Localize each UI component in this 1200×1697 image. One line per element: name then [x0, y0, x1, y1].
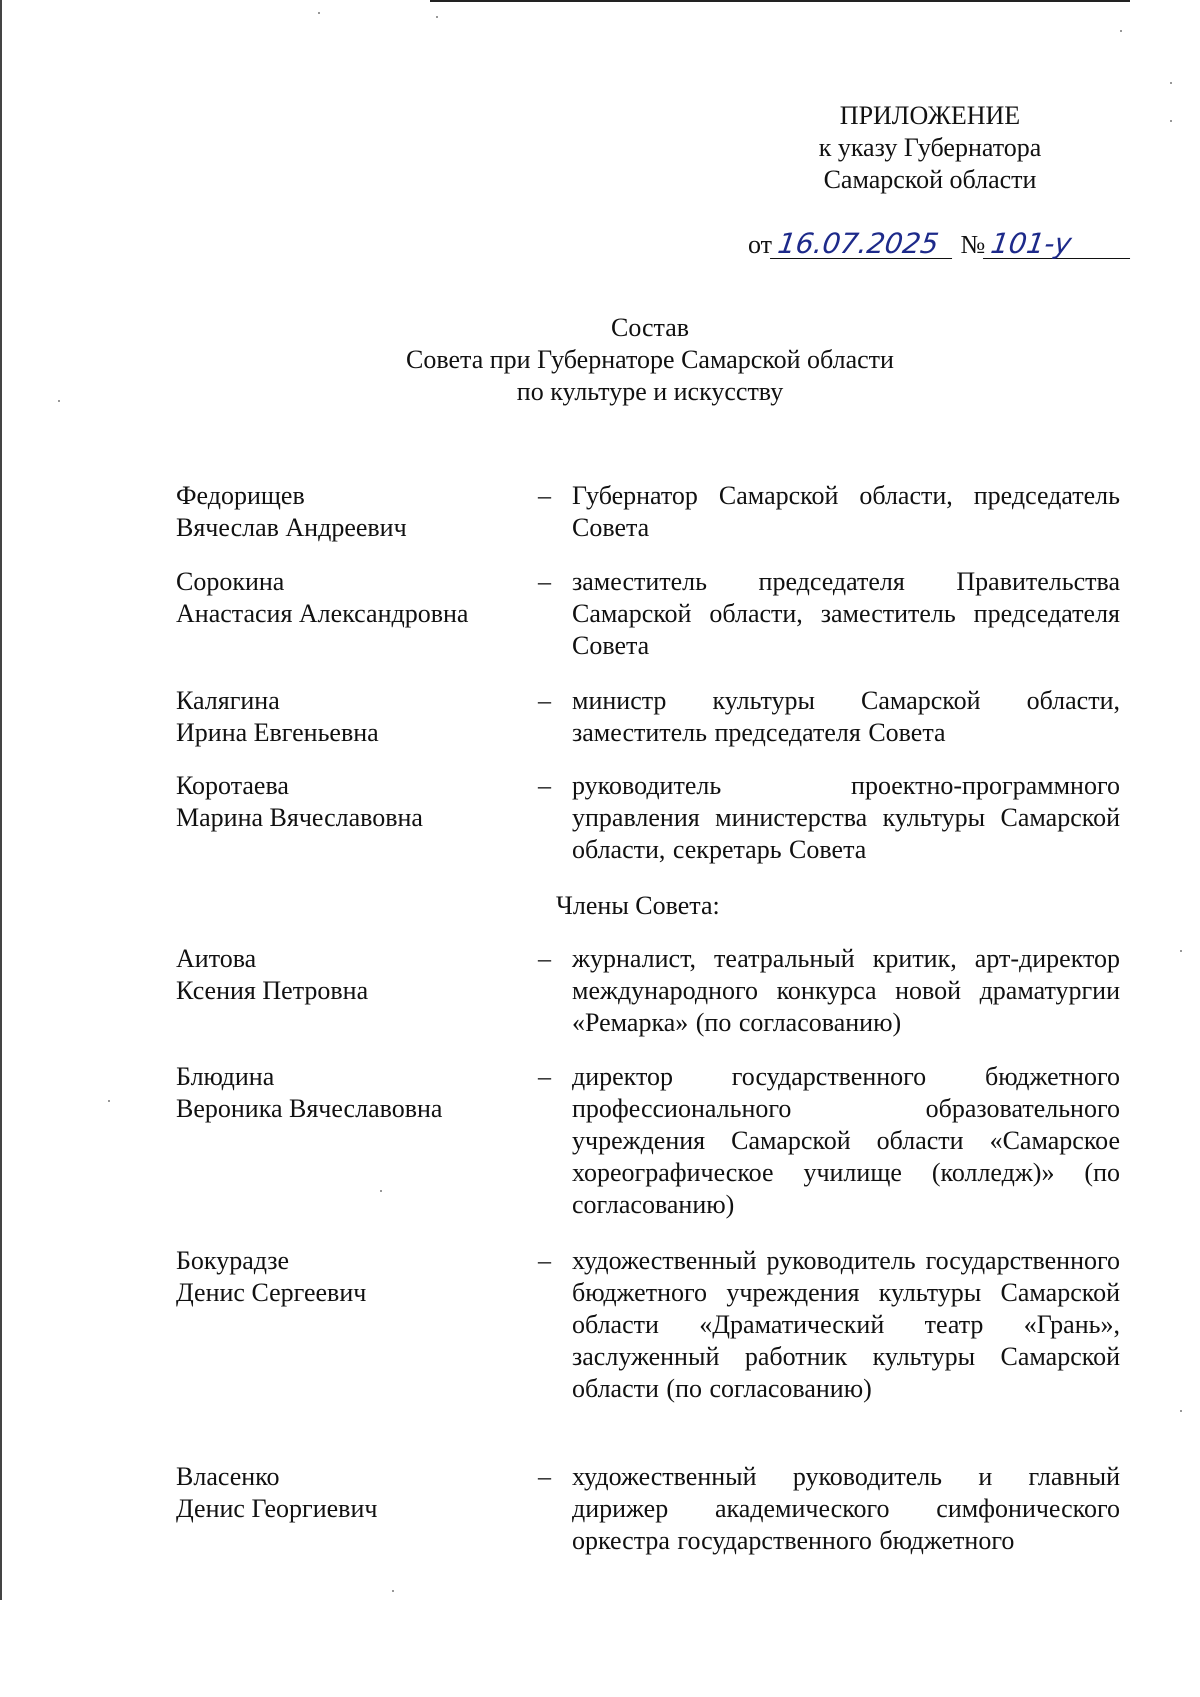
heading-line-2: Совета при Губернаторе Самарской области — [406, 345, 894, 374]
scan-speck — [318, 12, 320, 14]
member-given-names: Анастасия Александровна — [176, 599, 469, 628]
scan-speck — [1180, 950, 1182, 952]
member-given-names: Денис Георгиевич — [176, 1494, 378, 1523]
member-role: заместитель председателя Правительства Самарской области, заместитель председателя Совета — [572, 567, 1120, 660]
dash-separator: – — [538, 1062, 551, 1091]
member-given-names: Ксения Петровна — [176, 976, 369, 1005]
scan-speck — [1180, 1410, 1182, 1412]
appendix-block — [780, 100, 1080, 196]
member-role: директор государственного бюджетного профессионального образовательного учреждения Самарской области «Самарское хореографическое училище (колледж)» (по согласованию) — [572, 1062, 1120, 1219]
heading-line-3: по культуре и искусству — [516, 377, 784, 406]
dash-separator: – — [538, 1462, 551, 1491]
scan-speck — [58, 400, 60, 402]
member-name — [176, 1245, 506, 1309]
decree-date-number — [748, 227, 1132, 260]
member-surname: Аитова — [176, 944, 257, 973]
member-surname: Бокурадзе — [176, 1246, 290, 1275]
dash-separator: – — [538, 686, 551, 715]
decree-number-label: № — [960, 230, 986, 259]
member-given-names: Вероника Вячеславовна — [176, 1094, 443, 1123]
member-surname: Коротаева — [176, 771, 289, 800]
member-name — [176, 1061, 506, 1125]
member-name — [176, 566, 506, 630]
member-name — [176, 770, 506, 834]
scan-speck — [392, 1590, 394, 1592]
dash-separator: – — [538, 944, 551, 973]
member-name — [176, 1461, 506, 1525]
member-surname: Блюдина — [176, 1062, 275, 1091]
dash-separator: – — [538, 567, 551, 596]
member-given-names: Ирина Евгеньевна — [176, 718, 379, 747]
member-role: журналист, театральный критик, арт-директор международного конкурса новой драматургии «Ремарка» (по согласованию) — [572, 944, 1120, 1037]
dash-separator: – — [538, 1246, 551, 1275]
member-surname: Федорищев — [176, 481, 305, 510]
decree-from-label: от — [748, 230, 773, 259]
member-name — [176, 480, 506, 544]
member-role: Губернатор Самарской области, председатель Совета — [572, 481, 1120, 542]
members-heading: Члены Совета: — [556, 891, 720, 920]
member-surname: Власенко — [176, 1462, 280, 1491]
member-given-names: Денис Сергеевич — [176, 1278, 367, 1307]
scan-speck — [1120, 30, 1122, 32]
member-name — [176, 943, 506, 1007]
scan-speck — [1170, 120, 1172, 122]
dash-separator: – — [538, 481, 551, 510]
scan-speck — [1170, 82, 1172, 84]
scan-top-edge — [430, 0, 1130, 2]
member-role: художественный руководитель и главный дирижер академического симфонического оркестра государственного бюджетного — [572, 1462, 1120, 1555]
member-given-names: Марина Вячеславовна — [176, 803, 423, 832]
scan-speck — [108, 1100, 110, 1102]
appendix-line-region: Самарской области — [823, 165, 1037, 194]
scan-speck — [380, 1190, 382, 1192]
decree-number-handwritten: 101-у — [983, 230, 1134, 259]
scan-left-edge — [0, 0, 2, 1600]
member-name — [176, 685, 506, 749]
member-role: художественный руководитель государственного бюджетного учреждения культуры Самарской области «Драматический театр «Грань», заслуженный работник культуры Самарской области (по согласованию) — [572, 1246, 1120, 1403]
decree-date-handwritten: 16.07.2025 — [770, 230, 956, 259]
heading-line-1: Состав — [610, 313, 690, 342]
member-surname: Калягина — [176, 686, 280, 715]
document-heading — [300, 312, 1000, 408]
member-role: министр культуры Самарской области, заместитель председателя Совета — [572, 686, 1120, 747]
member-given-names: Вячеслав Андреевич — [176, 513, 407, 542]
appendix-line-decree: к указу Губернатора — [818, 133, 1042, 162]
member-surname: Сорокина — [176, 567, 285, 596]
dash-separator: – — [538, 771, 551, 800]
appendix-title: ПРИЛОЖЕНИЕ — [839, 101, 1021, 130]
member-role: руководитель проектно-программного управления министерства культуры Самарской области, секретарь Совета — [572, 771, 1120, 864]
scan-speck — [436, 16, 438, 18]
